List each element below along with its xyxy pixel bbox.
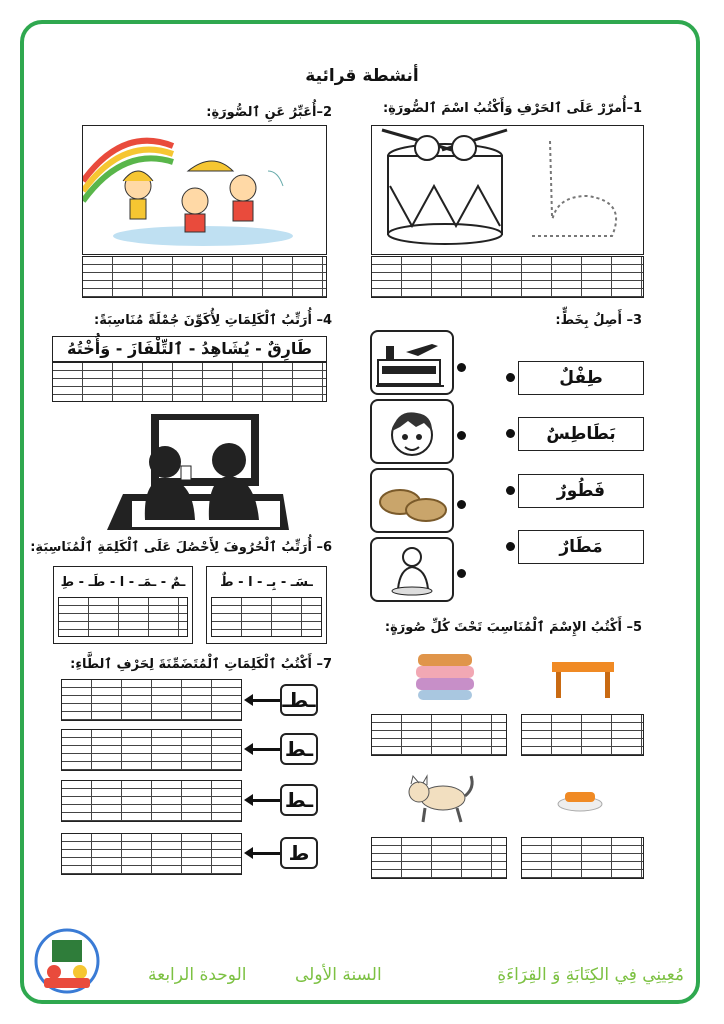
ex3-pic-dot-2[interactable] [457, 431, 466, 440]
ex6-right-lines[interactable] [211, 597, 322, 637]
ex7-arrow-1 [252, 699, 282, 702]
ex6-right-box [206, 566, 327, 644]
ex3-word-dot-4[interactable] [506, 542, 515, 551]
ex7-heading: 7– أَكْتُبُ ٱلْكَلِمَاتِ ٱلْمُتَضَمِّنَةَ لِحَرْفِ ٱلطَّاءِ: [70, 657, 332, 672]
ex6-heading: 6– أُرَتِّبُ ٱلْحُرُوفَ لِأَحْصُلَ عَلَى ٱلْكَلِمَةِ ٱلْمُنَاسِبَةِ: [30, 540, 332, 555]
ex3-pic-dot-4[interactable] [457, 569, 466, 578]
ex5-lines-3[interactable] [521, 837, 644, 879]
ex7-letter-1: ـطـ [280, 684, 318, 716]
ex3-word-4: مَطَارٌ [518, 530, 644, 564]
ex5-lines-1[interactable] [521, 714, 644, 756]
ex2-heading: 2–أُعَبِّرُ عَنِ ٱلصُّورَةِ: [206, 105, 332, 120]
ex7-arrow-3 [252, 799, 282, 802]
ex3-word-dot-3[interactable] [506, 486, 515, 495]
footer-unit: الوحدة الرابعة [148, 965, 247, 985]
ex3-word-3: فَطُورٌ [518, 474, 644, 508]
ex5-lines-4[interactable] [371, 837, 507, 879]
ex3-word-dot-1[interactable] [506, 373, 515, 382]
ex6-left-box [53, 566, 193, 644]
ex2-writing-lines[interactable] [82, 256, 327, 298]
ex3-word-2: بَطَاطِسٌ [518, 417, 644, 451]
ex6-left-lines[interactable] [58, 597, 188, 637]
ex1-image-box [371, 125, 644, 255]
ex2-image-box [82, 125, 327, 255]
ex5-lines-2[interactable] [371, 714, 507, 756]
ex4-writing-lines[interactable] [52, 362, 327, 402]
ex7-letter-4: ط [280, 837, 318, 869]
ex4-heading: 4– أُرَتِّبُ ٱلْكَلِمَاتِ لِأُكَوِّنَ جُمْلَةً مُنَاسِبَةً: [94, 313, 332, 328]
ex7-arrow-4 [252, 852, 282, 855]
cat-image [405, 768, 477, 826]
footer-book-title: مُعِينِي فِي الكِتَابَةِ وَ القِرَاءَةِ [497, 965, 684, 985]
airport-icon [370, 330, 454, 395]
ex7-lines-2[interactable] [61, 729, 242, 771]
school-logo [34, 928, 100, 994]
drum-image [372, 126, 642, 253]
ex3-heading: 3– أَصِلُ بِخَطٍّ: [555, 313, 642, 328]
ex6-left-letters: ـمٌ - ـمَـ - ا - طَـ - طِ [60, 575, 186, 590]
ex3-pic-dot-1[interactable] [457, 363, 466, 372]
boy-face-icon [370, 399, 454, 464]
page-title: أنشطة قرائية [305, 66, 419, 86]
ex7-lines-4[interactable] [61, 833, 242, 875]
potatoes-icon [370, 468, 454, 533]
towels-image [410, 648, 480, 704]
ex7-lines-3[interactable] [61, 780, 242, 822]
ex1-heading: 1–أُمرّرْ عَلَى ٱلحَرْفِ وَأَكْتُبُ اسْمَ ٱلصُّورَةِ: [382, 101, 642, 116]
ex7-letter-2: ـط [280, 733, 318, 765]
ex7-arrow-2 [252, 748, 282, 751]
ex3-word-1: طِفْلٌ [518, 361, 644, 395]
ex1-writing-lines[interactable] [371, 256, 644, 298]
children-tv-image [103, 410, 293, 535]
footer-year: السنة الأولى [295, 965, 382, 985]
eating-child-icon [370, 537, 454, 602]
ex7-lines-1[interactable] [61, 679, 242, 721]
table-image [548, 652, 618, 702]
ex4-words: طَارِقٌ - يُشَاهِدُ - ٱلتِّلْفَازَ - وَأُخْتُهُ [52, 336, 327, 362]
ex7-letter-3: ـط [280, 784, 318, 816]
ex3-pic-dot-3[interactable] [457, 500, 466, 509]
ex5-heading: 5– أَكْتُبُ الإِسْمَ ٱلْمُنَاسِبَ تَحْتَ كُلِّ صُورَةٍ: [384, 620, 642, 635]
ex3-word-dot-2[interactable] [506, 429, 515, 438]
ex6-right-letters: ـسَـ - بِـ - ا - طٌ [220, 575, 313, 590]
rain-children-image [83, 126, 325, 253]
plate-image [555, 776, 605, 816]
